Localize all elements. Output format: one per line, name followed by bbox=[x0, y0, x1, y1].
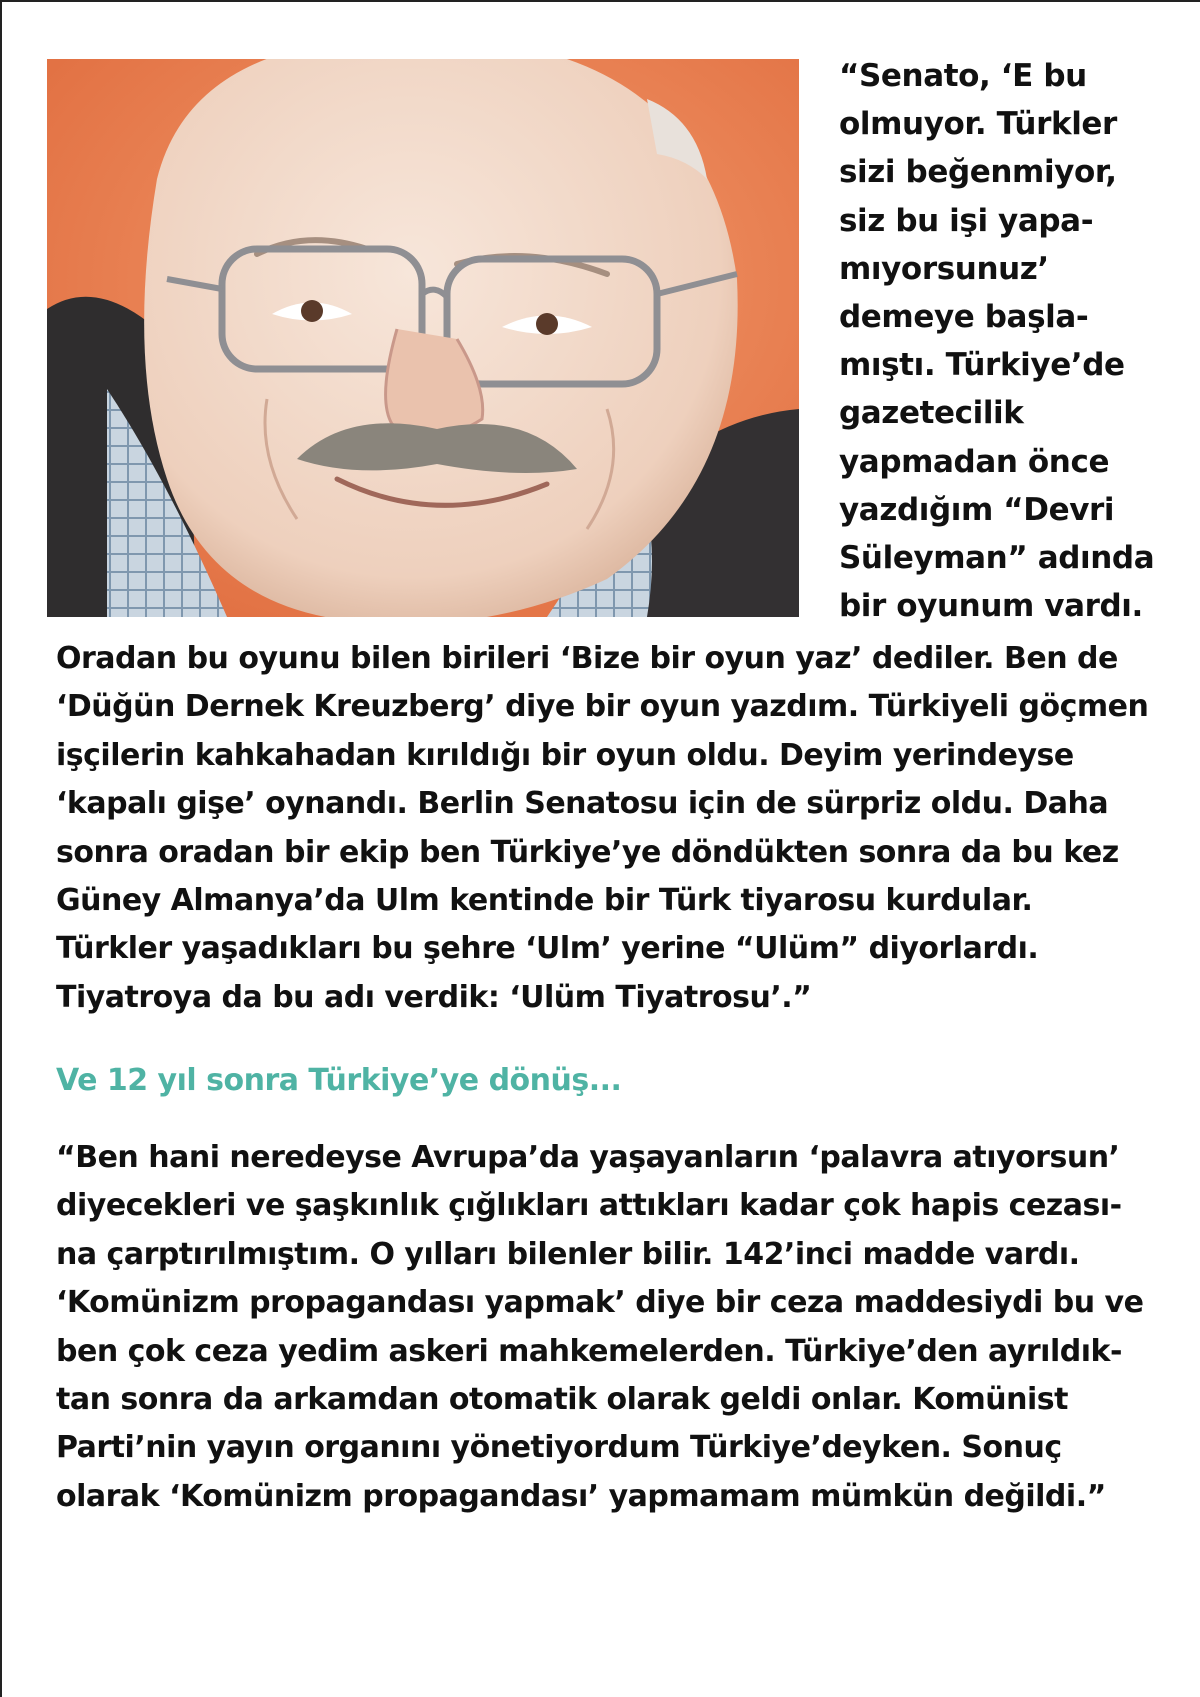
paragraph-line: na çarptırılmıştım. O yılları bilenler bilir. 142’inci madde vardı. bbox=[56, 1236, 1080, 1272]
paragraph-line: “Ben hani neredeyse Avrupa’da yaşayanların ‘palavra atıyorsun’ bbox=[56, 1140, 1120, 1175]
paragraph-line: Oradan bu oyunu bilen birileri ‘Bize bir oyun yaz’ dediler. Ben de bbox=[56, 641, 1118, 676]
paragraph-1 bbox=[56, 635, 1148, 1022]
portrait-illustration bbox=[47, 59, 799, 617]
quote-side-line: yapmadan önce bbox=[839, 443, 1110, 480]
quote-side-line: Süleyman” adında bbox=[839, 540, 1155, 577]
paragraph-line: tan sonra da arkamdan otomatik olarak geldi onlar. Komünist bbox=[56, 1382, 1068, 1418]
paragraph-line: diyecekleri ve şaşkınlık çığlıkları attıkları kadar çok hapis cezası- bbox=[56, 1188, 1122, 1224]
quote-side-line: “Senato, ‘E bu bbox=[839, 58, 1087, 94]
paragraph-line: ‘Komünizm propagandası yapmak’ diye bir ceza maddesiydi bu ve bbox=[56, 1285, 1144, 1321]
quote-side-column bbox=[839, 52, 1189, 630]
paragraph-line: Tiyatroya da bu adı verdik: ‘Ulüm Tiyatrosu’.” bbox=[56, 979, 812, 1015]
quote-side-line: gazetecilik bbox=[839, 395, 1024, 432]
paragraph-line: işçilerin kahkahadan kırıldığı bir oyun oldu. Deyim yerindeyse bbox=[56, 737, 1074, 773]
section-subheading: Ve 12 yıl sonra Türkiye’ye dönüş... bbox=[56, 1063, 622, 1098]
quote-side-line: sizi beğenmiyor, bbox=[839, 154, 1117, 191]
caricature-illustration bbox=[47, 59, 799, 617]
paragraph-line: sonra oradan bir ekip ben Türkiye’ye döndükten sonra da bu kez bbox=[56, 834, 1119, 870]
quote-side-line: mıştı. Türkiye’de bbox=[839, 347, 1125, 384]
quote-side-line: bir oyunum vardı. bbox=[839, 588, 1143, 625]
quote-side-line: olmuyor. Türkler bbox=[839, 106, 1117, 143]
paragraph-line: Parti’nin yayın organını yönetiyordum Türkiye’deyken. Sonuç bbox=[56, 1430, 1062, 1466]
paragraph-line: ‘kapalı gişe’ oynandı. Berlin Senatosu için de sürpriz oldu. Daha bbox=[56, 786, 1109, 822]
paragraph-line: Güney Almanya’da Ulm kentinde bir Türk tiyarosu kurdular. bbox=[56, 883, 1033, 919]
paragraph-line: ben çok ceza yedim askeri mahkemelerden. Türkiye’den ayrıldık- bbox=[56, 1333, 1122, 1369]
paragraph-line: olarak ‘Komünizm propagandası’ yapmamam mümkün değildi.” bbox=[56, 1478, 1106, 1514]
paragraph-line: ‘Düğün Dernek Kreuzberg’ diye bir oyun yazdım. Türkiyeli göçmen bbox=[56, 689, 1149, 725]
paragraph-line: Türkler yaşadıkları bu şehre ‘Ulm’ yerine “Ulüm” diyorlardı. bbox=[56, 931, 1039, 967]
paragraph-2 bbox=[56, 1134, 1143, 1521]
quote-side-line: siz bu işi yapa- bbox=[839, 202, 1094, 239]
quote-side-line: yazdığım “Devri bbox=[839, 491, 1115, 528]
quote-side-line: demeye başla- bbox=[839, 299, 1089, 336]
quote-side-line: mıyorsunuz’ bbox=[839, 250, 1049, 287]
